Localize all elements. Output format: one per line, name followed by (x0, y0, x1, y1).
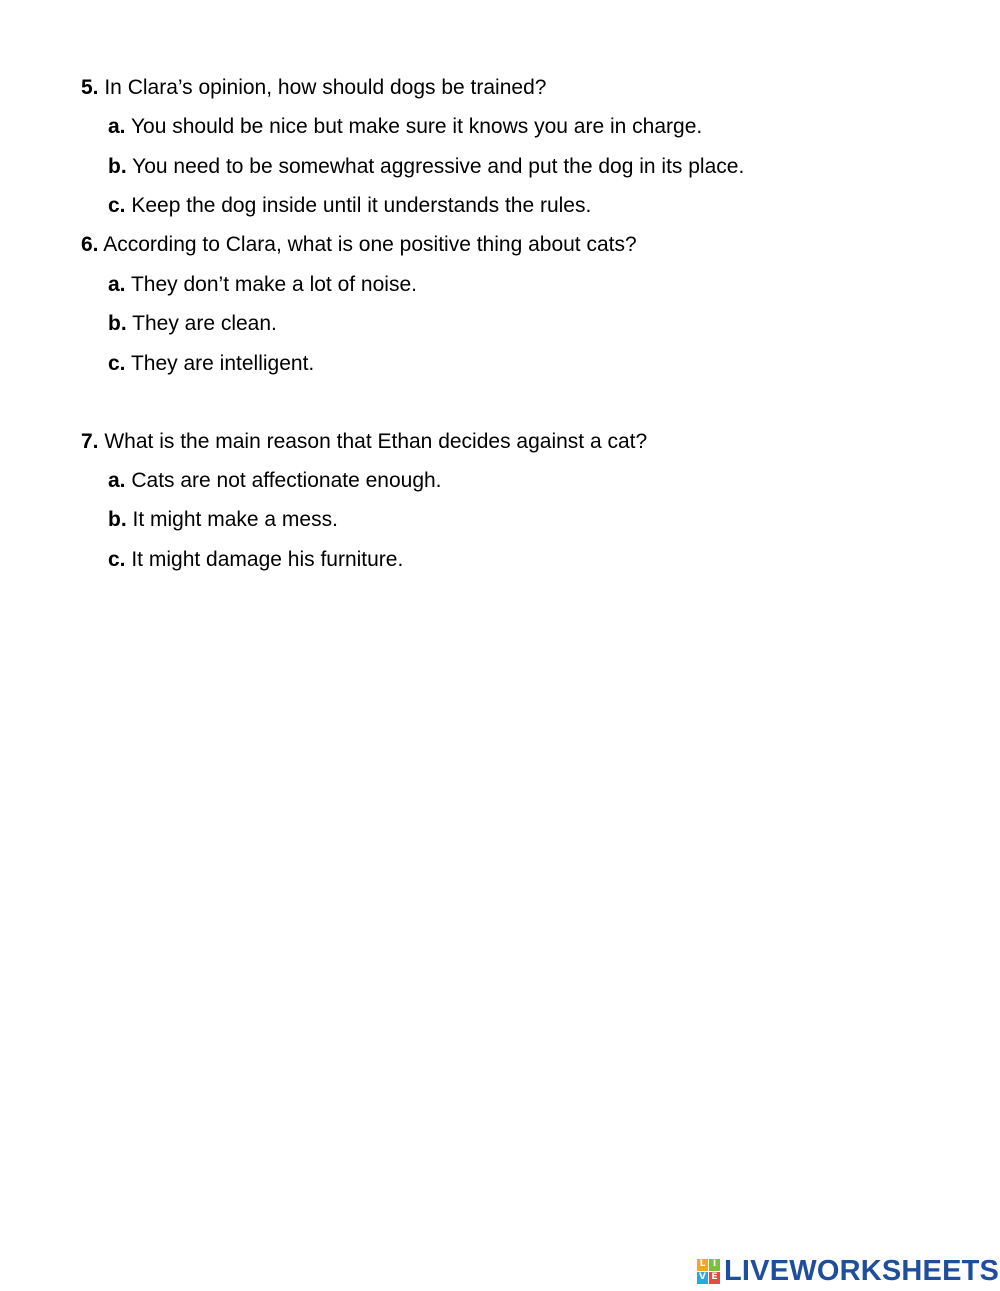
logo-letter-l: L (697, 1259, 708, 1271)
logo-mark-icon (697, 1259, 720, 1284)
logo-letter-v: V (697, 1272, 708, 1284)
question-6-option-c[interactable] (108, 351, 314, 377)
question-text: What is the main reason that Ethan decides against a cat? (98, 430, 648, 453)
liveworksheets-logo[interactable] (697, 1256, 999, 1286)
logo-text: LIVEWORKSHEETS (724, 1254, 1000, 1287)
option-letter: c. (108, 352, 126, 375)
option-letter: a. (108, 273, 126, 296)
question-5-option-a[interactable] (108, 114, 702, 140)
question-5-option-c[interactable] (108, 193, 591, 219)
question-7-option-b[interactable] (108, 507, 338, 533)
question-7 (81, 429, 647, 455)
question-7-option-c[interactable] (108, 547, 403, 573)
question-text: In Clara’s opinion, how should dogs be trained? (98, 76, 547, 99)
question-6 (81, 232, 637, 258)
option-text: It might make a mess. (126, 508, 338, 531)
question-6-option-a[interactable] (108, 272, 417, 298)
option-letter: a. (108, 469, 126, 492)
question-number: 7. (81, 430, 99, 453)
option-text: Cats are not affectionate enough. (125, 469, 442, 492)
option-text: They are intelligent. (125, 352, 315, 375)
option-letter: b. (108, 508, 127, 531)
option-text: You should be nice but make sure it knows you are in charge. (125, 115, 703, 138)
option-text: They are clean. (126, 312, 277, 335)
option-text: Keep the dog inside until it understands the rules. (125, 194, 592, 217)
option-letter: b. (108, 155, 127, 178)
option-letter: b. (108, 312, 127, 335)
logo-letter-e: E (709, 1272, 720, 1284)
question-number: 5. (81, 76, 99, 99)
question-6-option-b[interactable] (108, 311, 277, 337)
option-letter: c. (108, 194, 126, 217)
option-letter: c. (108, 548, 126, 571)
option-text: You need to be somewhat aggressive and put the dog in its place. (126, 155, 745, 178)
option-text: They don’t make a lot of noise. (125, 273, 417, 296)
option-letter: a. (108, 115, 126, 138)
logo-letter-i: I (709, 1259, 720, 1271)
question-7-option-a[interactable] (108, 468, 442, 494)
question-5-option-b[interactable] (108, 154, 744, 180)
question-text: According to Clara, what is one positive thing about cats? (98, 233, 637, 256)
question-5 (81, 75, 546, 101)
question-number: 6. (81, 233, 99, 256)
option-text: It might damage his furniture. (125, 548, 404, 571)
